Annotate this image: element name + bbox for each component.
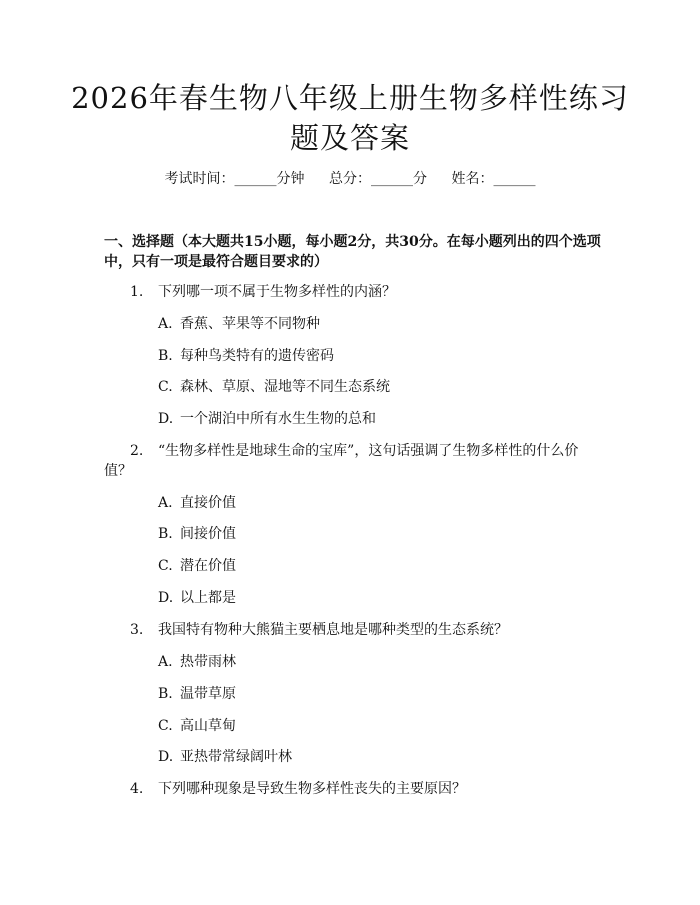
question-2-option-b bbox=[158, 524, 236, 544]
question-text: 下列哪种现象是导致生物多样性丧失的主要原因？ bbox=[158, 781, 466, 797]
option-letter: B. bbox=[158, 348, 173, 364]
total-score-label: 总分：______分 bbox=[329, 171, 427, 187]
question-2 bbox=[104, 441, 604, 481]
question-text: 我国特有物种大熊猫主要栖息地是哪种类型的生态系统？ bbox=[158, 622, 508, 638]
option-letter: B. bbox=[158, 686, 173, 702]
name-label: 姓名：______ bbox=[451, 171, 536, 187]
section-heading: 一、选择题（本大题共15小题，每小题2分，共30分。在每小题列出的四个选项中，只有一项是最符合题目要求的） bbox=[104, 234, 601, 270]
option-letter: C. bbox=[158, 558, 173, 574]
option-letter: C. bbox=[158, 718, 173, 734]
option-letter: A. bbox=[158, 316, 173, 332]
page-title: 2026年春生物八年级上册生物多样性练习题及答案 bbox=[71, 81, 629, 155]
option-letter: C. bbox=[158, 379, 173, 395]
option-text: 高山草甸 bbox=[180, 718, 236, 734]
question-1-option-d bbox=[158, 409, 376, 429]
question-number: 2. bbox=[130, 443, 144, 459]
question-2-option-c bbox=[158, 556, 236, 576]
question-1-option-c bbox=[158, 377, 390, 397]
option-letter: D. bbox=[158, 590, 174, 606]
option-text: 以上都是 bbox=[180, 590, 236, 606]
question-1 bbox=[104, 282, 604, 302]
option-letter: B. bbox=[158, 526, 173, 542]
exam-info-line bbox=[0, 168, 700, 188]
question-3 bbox=[104, 620, 604, 640]
option-text: 每种鸟类特有的遗传密码 bbox=[180, 348, 334, 364]
question-4 bbox=[104, 779, 604, 799]
question-text: 下列哪一项不属于生物多样性的内涵？ bbox=[158, 284, 396, 300]
question-3-option-c bbox=[158, 716, 236, 736]
option-letter: D. bbox=[158, 749, 174, 765]
question-2-option-a bbox=[158, 493, 236, 513]
question-number: 4. bbox=[130, 781, 144, 797]
question-2-option-d bbox=[158, 588, 236, 608]
question-3-option-b bbox=[158, 684, 236, 704]
option-text: 森林、草原、湿地等不同生态系统 bbox=[180, 379, 390, 395]
question-number: 3. bbox=[130, 622, 144, 638]
option-text: 潜在价值 bbox=[180, 558, 236, 574]
option-text: 直接价值 bbox=[180, 495, 236, 511]
question-text: “生物多样性是地球生命的宝库”，这句话强调了生物多样性的什么价值？ bbox=[104, 443, 579, 479]
option-letter: D. bbox=[158, 411, 174, 427]
question-3-option-d bbox=[158, 747, 292, 767]
question-3-option-a bbox=[158, 652, 236, 672]
option-text: 间接价值 bbox=[180, 526, 236, 542]
question-number: 1. bbox=[130, 284, 144, 300]
question-1-option-b bbox=[158, 346, 334, 366]
option-letter: A. bbox=[158, 654, 173, 670]
option-letter: A. bbox=[158, 495, 173, 511]
option-text: 香蕉、苹果等不同物种 bbox=[180, 316, 320, 332]
question-1-option-a bbox=[158, 314, 320, 334]
option-text: 亚热带常绿阔叶林 bbox=[180, 749, 292, 765]
option-text: 一个湖泊中所有水生生物的总和 bbox=[180, 411, 376, 427]
option-text: 热带雨林 bbox=[180, 654, 236, 670]
option-text: 温带草原 bbox=[180, 686, 236, 702]
exam-time-label: 考试时间：______分钟 bbox=[164, 171, 305, 187]
